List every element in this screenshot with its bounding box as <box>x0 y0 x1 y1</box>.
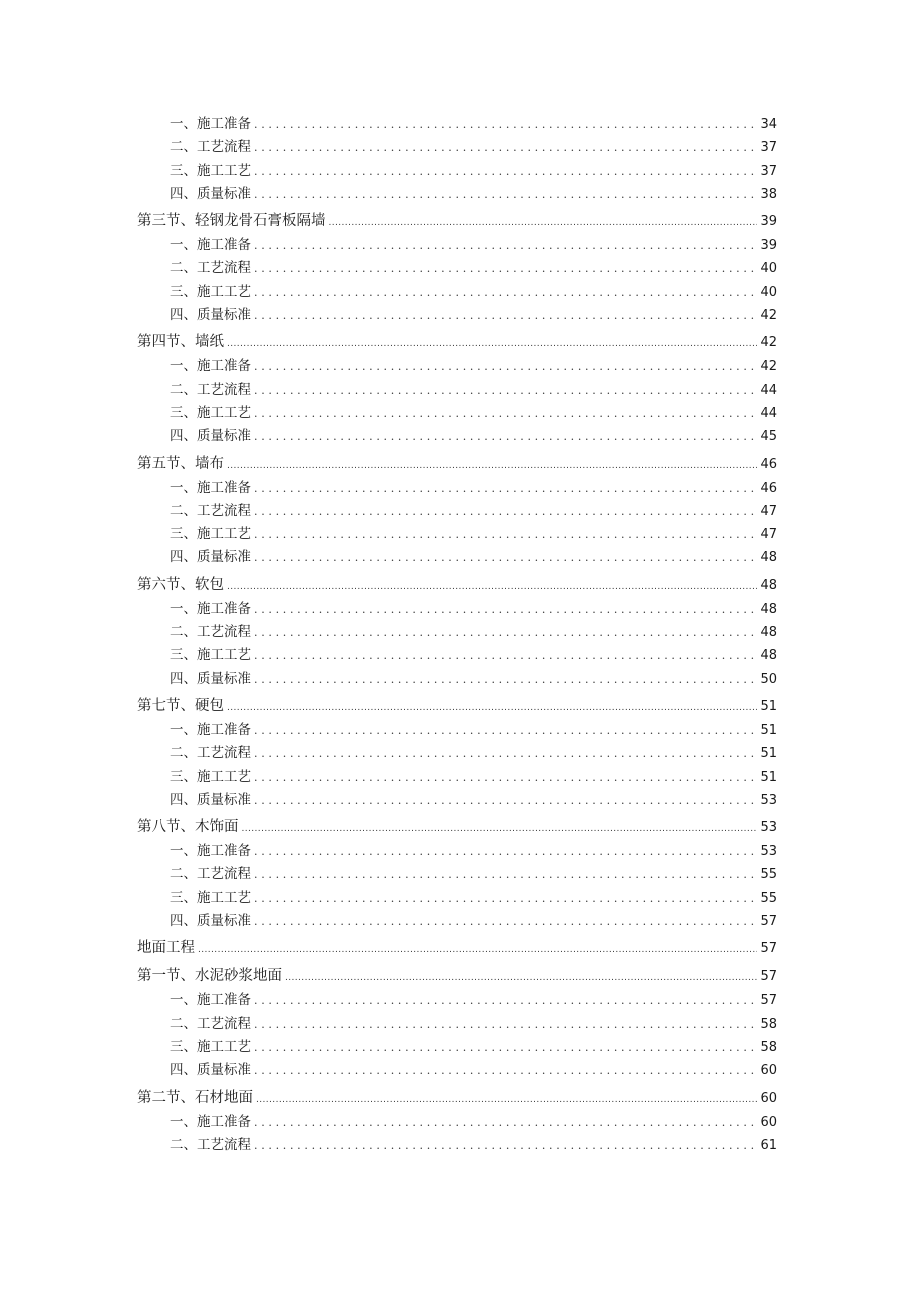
toc-page-number: 48 <box>760 648 777 664</box>
toc-dot-leader <box>254 500 757 523</box>
toc-page-number: 61 <box>760 1137 777 1153</box>
toc-entry-label: 一、施工准备 <box>170 1113 251 1130</box>
toc-subsection-entry[interactable] <box>137 742 777 765</box>
toc-entry-label: 地面工程 <box>137 940 195 957</box>
toc-subsection-entry[interactable] <box>137 989 777 1012</box>
toc-dot-leader <box>254 477 757 500</box>
toc-page-number: 46 <box>760 456 777 472</box>
toc-page-number: 60 <box>760 1090 777 1106</box>
toc-entry-label: 一、施工准备 <box>170 721 251 738</box>
toc-entry-label: 二、工艺流程 <box>170 1015 251 1032</box>
toc-section-entry[interactable] <box>137 961 777 989</box>
toc-dot-leader <box>254 234 757 257</box>
toc-entry-label: 四、质量标准 <box>170 913 251 930</box>
toc-page-number: 57 <box>760 993 777 1009</box>
toc-dot-leader <box>254 1013 757 1036</box>
toc-subsection-entry[interactable] <box>137 355 777 378</box>
toc-dot-leader <box>254 523 757 546</box>
toc-subsection-entry[interactable] <box>137 910 777 933</box>
toc-page-number: 55 <box>760 890 777 906</box>
toc-page-number: 60 <box>760 1063 777 1079</box>
toc-entry-label: 四、质量标准 <box>170 670 251 687</box>
toc-dot-leader <box>285 965 757 989</box>
toc-entry-label: 二、工艺流程 <box>170 1136 251 1153</box>
toc-dot-leader <box>254 621 757 644</box>
toc-page-number: 53 <box>760 820 777 836</box>
toc-entry-label: 四、质量标准 <box>170 549 251 566</box>
toc-page-number: 58 <box>760 1016 777 1032</box>
toc-subsection-entry[interactable] <box>137 789 777 812</box>
toc-subsection-entry[interactable] <box>137 500 777 523</box>
toc-page-number: 48 <box>760 625 777 641</box>
toc-entry-label: 三、施工工艺 <box>170 526 251 543</box>
toc-dot-leader <box>254 113 757 136</box>
toc-subsection-entry[interactable] <box>137 840 777 863</box>
toc-entry-label: 四、质量标准 <box>170 1062 251 1079</box>
toc-dot-leader <box>254 789 757 812</box>
toc-entry-label: 四、质量标准 <box>170 185 251 202</box>
toc-page-number: 57 <box>760 914 777 930</box>
toc-subsection-entry[interactable] <box>137 1134 777 1157</box>
toc-dot-leader <box>254 425 757 448</box>
toc-page-number: 40 <box>760 284 777 300</box>
toc-subsection-entry[interactable] <box>137 425 777 448</box>
toc-entry-label: 三、施工工艺 <box>170 768 251 785</box>
toc-entry-label: 第二节、石材地面 <box>137 1089 253 1106</box>
toc-dot-leader <box>254 1059 757 1082</box>
toc-dot-leader <box>254 304 757 327</box>
toc-entry-label: 第七节、硬包 <box>137 697 224 714</box>
table-of-contents <box>137 113 777 1157</box>
toc-entry-label: 三、施工工艺 <box>170 889 251 906</box>
toc-dot-leader <box>254 160 757 183</box>
toc-section-entry[interactable] <box>137 570 777 598</box>
toc-dot-leader <box>254 1134 757 1157</box>
toc-entry-label: 一、施工准备 <box>170 992 251 1009</box>
toc-dot-leader <box>254 840 757 863</box>
toc-page-number: 45 <box>760 429 777 445</box>
toc-page-number: 48 <box>760 550 777 566</box>
toc-subsection-entry[interactable] <box>137 160 777 183</box>
toc-dot-leader <box>254 887 757 910</box>
toc-section-entry[interactable] <box>137 691 777 719</box>
toc-subsection-entry[interactable] <box>137 546 777 569</box>
toc-page-number: 50 <box>760 671 777 687</box>
toc-entry-label: 三、施工工艺 <box>170 162 251 179</box>
toc-subsection-entry[interactable] <box>137 1036 777 1059</box>
toc-subsection-entry[interactable] <box>137 1013 777 1036</box>
toc-page-number: 44 <box>760 382 777 398</box>
toc-subsection-entry[interactable] <box>137 863 777 886</box>
toc-dot-leader <box>254 257 757 280</box>
toc-section-entry[interactable] <box>137 812 777 840</box>
toc-subsection-entry[interactable] <box>137 402 777 425</box>
toc-entry-label: 二、工艺流程 <box>170 866 251 883</box>
toc-subsection-entry[interactable] <box>137 281 777 304</box>
toc-subsection-entry[interactable] <box>137 598 777 621</box>
toc-page-number: 40 <box>760 261 777 277</box>
toc-entry-label: 二、工艺流程 <box>170 139 251 156</box>
toc-subsection-entry[interactable] <box>137 379 777 402</box>
toc-entry-label: 一、施工准备 <box>170 237 251 254</box>
toc-page-number: 37 <box>760 163 777 179</box>
toc-page-number: 55 <box>760 867 777 883</box>
toc-subsection-entry[interactable] <box>137 621 777 644</box>
toc-subsection-entry[interactable] <box>137 183 777 206</box>
toc-page-number: 39 <box>760 238 777 254</box>
toc-entry-label: 三、施工工艺 <box>170 647 251 664</box>
toc-subsection-entry[interactable] <box>137 766 777 789</box>
toc-dot-leader <box>254 1036 757 1059</box>
toc-subsection-entry[interactable] <box>137 644 777 667</box>
toc-subsection-entry[interactable] <box>137 1059 777 1082</box>
toc-page-number: 51 <box>760 698 777 714</box>
toc-dot-leader <box>254 1111 757 1134</box>
toc-dot-leader <box>254 281 757 304</box>
toc-dot-leader <box>254 766 757 789</box>
toc-dot-leader <box>254 863 757 886</box>
toc-dot-leader <box>227 453 757 477</box>
toc-section-entry[interactable] <box>137 327 777 355</box>
toc-dot-leader <box>198 937 757 961</box>
toc-page-number: 51 <box>760 769 777 785</box>
toc-entry-label: 二、工艺流程 <box>170 624 251 641</box>
toc-page-number: 46 <box>760 480 777 496</box>
toc-entry-label: 第四节、墙纸 <box>137 334 224 351</box>
toc-dot-leader <box>242 816 758 840</box>
toc-section-entry[interactable] <box>137 933 777 961</box>
toc-entry-label: 二、工艺流程 <box>170 260 251 277</box>
toc-page-number: 38 <box>760 186 777 202</box>
toc-dot-leader <box>227 695 757 719</box>
toc-entry-label: 三、施工工艺 <box>170 283 251 300</box>
toc-section-entry[interactable] <box>137 449 777 477</box>
toc-subsection-entry[interactable] <box>137 113 777 136</box>
toc-subsection-entry[interactable] <box>137 1111 777 1134</box>
toc-dot-leader <box>254 136 757 159</box>
toc-subsection-entry[interactable] <box>137 234 777 257</box>
toc-dot-leader <box>254 668 757 691</box>
toc-entry-label: 一、施工准备 <box>170 116 251 132</box>
toc-entry-label: 一、施工准备 <box>170 843 251 860</box>
toc-entry-label: 三、施工工艺 <box>170 404 251 421</box>
toc-entry-label: 二、工艺流程 <box>170 745 251 762</box>
toc-dot-leader <box>254 989 757 1012</box>
toc-page-number: 42 <box>760 335 777 351</box>
toc-dot-leader <box>227 331 757 355</box>
toc-page-number: 60 <box>760 1114 777 1130</box>
toc-page-number: 47 <box>760 527 777 543</box>
toc-subsection-entry[interactable] <box>137 523 777 546</box>
toc-entry-label: 一、施工准备 <box>170 479 251 496</box>
toc-dot-leader <box>254 546 757 569</box>
toc-dot-leader <box>254 402 757 425</box>
toc-entry-label: 一、施工准备 <box>170 358 251 375</box>
toc-page-number: 58 <box>760 1039 777 1055</box>
toc-dot-leader <box>329 210 758 234</box>
toc-page-number: 47 <box>760 503 777 519</box>
toc-entry-label: 四、质量标准 <box>170 428 251 445</box>
toc-page-number: 42 <box>760 308 777 324</box>
toc-page-number: 53 <box>760 792 777 808</box>
toc-page-number: 57 <box>760 941 777 957</box>
toc-entry-label: 一、施工准备 <box>170 600 251 617</box>
toc-entry-label: 第八节、木饰面 <box>137 819 239 836</box>
toc-dot-leader <box>254 379 757 402</box>
toc-dot-leader <box>254 183 757 206</box>
toc-page-number: 48 <box>760 577 777 593</box>
toc-entry-label: 二、工艺流程 <box>170 502 251 519</box>
toc-entry-label: 第一节、水泥砂浆地面 <box>137 968 282 985</box>
toc-entry-label: 第五节、墙布 <box>137 455 224 472</box>
toc-section-entry[interactable] <box>137 1083 777 1111</box>
toc-entry-label: 第六节、软包 <box>137 576 224 593</box>
toc-page-number: 34 <box>760 117 777 132</box>
toc-dot-leader <box>254 910 757 933</box>
toc-subsection-entry[interactable] <box>137 304 777 327</box>
toc-entry-label: 四、质量标准 <box>170 307 251 324</box>
toc-page-number: 48 <box>760 601 777 617</box>
toc-page-number: 44 <box>760 405 777 421</box>
toc-dot-leader <box>254 598 757 621</box>
toc-dot-leader <box>254 742 757 765</box>
toc-page-number: 51 <box>760 722 777 738</box>
toc-dot-leader <box>227 574 757 598</box>
toc-entry-label: 第三节、轻钢龙骨石膏板隔墙 <box>137 213 326 230</box>
toc-subsection-entry[interactable] <box>137 719 777 742</box>
toc-dot-leader <box>254 719 757 742</box>
toc-page-number: 42 <box>760 359 777 375</box>
toc-subsection-entry[interactable] <box>137 477 777 500</box>
toc-subsection-entry[interactable] <box>137 668 777 691</box>
toc-page-number: 51 <box>760 746 777 762</box>
toc-dot-leader <box>256 1087 757 1111</box>
toc-entry-label: 四、质量标准 <box>170 791 251 808</box>
toc-entry-label: 二、工艺流程 <box>170 381 251 398</box>
toc-section-entry[interactable] <box>137 206 777 234</box>
toc-dot-leader <box>254 644 757 667</box>
toc-subsection-entry[interactable] <box>137 887 777 910</box>
toc-page-number: 37 <box>760 140 777 156</box>
toc-subsection-entry[interactable] <box>137 136 777 159</box>
toc-subsection-entry[interactable] <box>137 257 777 280</box>
toc-entry-label: 三、施工工艺 <box>170 1038 251 1055</box>
toc-page-number: 53 <box>760 844 777 860</box>
toc-dot-leader <box>254 355 757 378</box>
toc-page-number: 39 <box>760 214 777 230</box>
toc-page-number: 57 <box>760 969 777 985</box>
